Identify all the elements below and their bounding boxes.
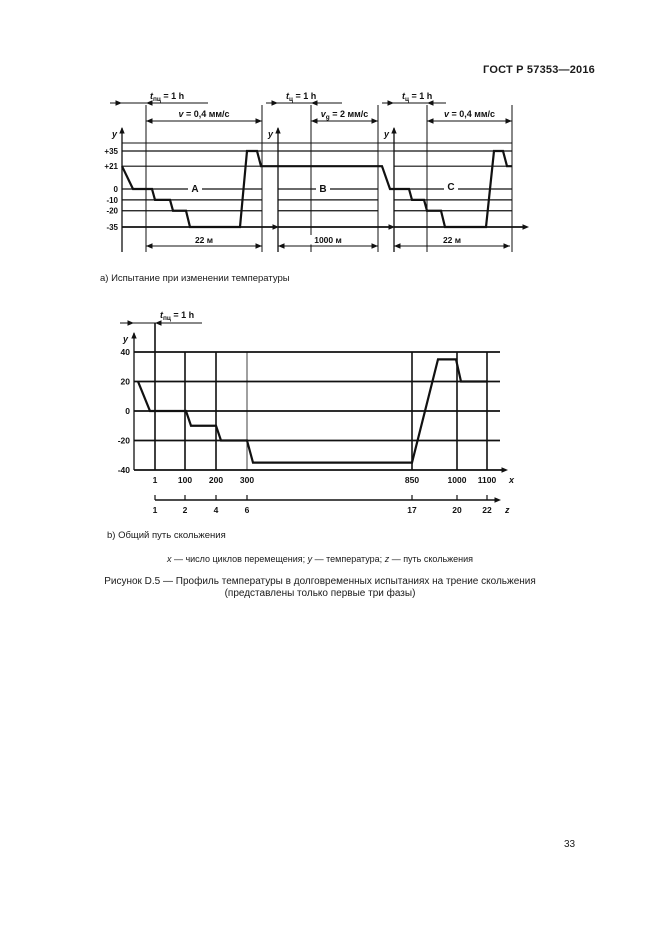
x-tick-label: 1 (152, 475, 158, 485)
arrowhead-icon (272, 100, 279, 105)
z-axis-label: z (505, 505, 510, 515)
x-tick-label: 1000 (447, 475, 467, 485)
arrowhead-icon (506, 118, 513, 123)
x-tick-label: 200 (208, 475, 224, 485)
x-axis-label: x (509, 475, 515, 485)
arrowhead-icon (128, 320, 135, 325)
y-axis-label: y (383, 129, 389, 139)
arrowhead-icon (394, 243, 401, 248)
z-tick-label: 17 (407, 505, 417, 515)
figure-caption-line1: Рисунок D.5 — Профиль температуры в долговременных испытаниях на трение скольжения (104, 576, 536, 587)
legend-text: — путь скольжения (389, 554, 474, 564)
arrowhead-icon (311, 118, 318, 123)
distance-label: 22 м (442, 235, 462, 245)
y-tick-label: +35 (104, 147, 118, 156)
y-tick-label: 0 (113, 185, 118, 194)
y-tick-label: -20 (117, 435, 130, 446)
z-tick-label: 20 (452, 505, 462, 515)
y-axis-arrow-icon (119, 127, 124, 134)
z-tick-label: 1 (152, 505, 158, 515)
y-tick-label: 0 (125, 406, 130, 416)
figure-legend (0, 554, 640, 564)
x-axis-arrow-icon (523, 224, 530, 229)
arrowhead-icon (146, 243, 153, 248)
arrowhead-icon (256, 118, 263, 123)
arrowhead-icon (388, 100, 395, 105)
phase-label: B (319, 184, 327, 195)
y-tick-label: -35 (106, 223, 118, 232)
arrowhead-icon (372, 243, 379, 248)
y-tick-label: 20 (120, 376, 130, 387)
time-label: $t_{пц} = 1$ h (150, 91, 185, 103)
speed-label: $v_g = 2$ мм/с (320, 109, 369, 121)
y-axis-arrow-icon (131, 332, 136, 339)
x-tick-label: 100 (177, 475, 193, 485)
arrowhead-icon (311, 100, 318, 105)
arrowhead-icon (427, 118, 434, 123)
arrowhead-icon (372, 118, 379, 123)
y-tick-label: -20 (106, 206, 118, 216)
z-tick-label: 4 (213, 505, 219, 515)
legend-text: — температура; (312, 554, 385, 564)
distance-label: 22 м (194, 235, 214, 245)
legend-var-x: x (166, 554, 172, 564)
x-axis-arrow-icon (502, 467, 509, 472)
y-axis-arrow-icon (275, 127, 280, 134)
arrowhead-icon (504, 243, 511, 248)
y-tick-label: -40 (117, 465, 130, 475)
arrowhead-icon (146, 100, 153, 105)
time-label: $t_ц = 1$ h (402, 91, 433, 103)
figure-b-sliding-path-diagram (90, 300, 535, 525)
legend-var-z: z (384, 554, 390, 564)
x-tick-label: 300 (239, 475, 255, 485)
x-tick-label: 850 (404, 475, 420, 485)
y-tick-label: 40 (120, 347, 130, 357)
speed-label: v = 0,4 мм/с (178, 109, 230, 119)
time-label: $t_{пц} = 1$ h (160, 310, 195, 322)
caption-subfigure-a: а) Испытание при изменении температуры (100, 273, 290, 284)
z-tick-label: 6 (244, 505, 250, 515)
z-tick-label: 22 (482, 505, 492, 515)
arrowhead-icon (278, 243, 285, 248)
z-axis-arrow-icon (495, 497, 502, 502)
figure-caption (0, 576, 640, 599)
arrowhead-icon (155, 320, 162, 325)
z-tick-label: 2 (182, 505, 188, 515)
figure-a-temperature-cycle-diagram (90, 84, 540, 266)
y-axis-label: y (267, 129, 273, 139)
legend-text: — число циклов перемещения; (171, 554, 308, 564)
y-tick-label: -10 (106, 195, 118, 205)
y-tick-label: +21 (104, 162, 118, 172)
distance-label: 1000 м (314, 235, 342, 245)
speed-label: v = 0,4 мм/с (443, 109, 496, 119)
y-axis-label: y (122, 334, 128, 344)
time-label: $t_ц = 1$ h (286, 91, 317, 103)
document-header: ГОСТ Р 57353—2016 (483, 64, 595, 76)
arrowhead-icon (146, 118, 153, 123)
x-tick-label: 1100 (477, 475, 497, 485)
caption-subfigure-b: b) Общий путь скольжения (107, 530, 226, 541)
arrowhead-icon (427, 100, 434, 105)
legend-var-y: y (307, 554, 313, 564)
arrowhead-icon (256, 243, 263, 248)
y-axis-label: y (111, 129, 117, 139)
figure-caption-line2: (представлены только первые три фазы) (224, 587, 416, 599)
phase-label: C (447, 182, 455, 193)
page-number: 33 (564, 839, 576, 850)
phase-label: A (191, 184, 199, 195)
arrowhead-icon (116, 100, 123, 105)
y-axis-arrow-icon (391, 127, 396, 134)
